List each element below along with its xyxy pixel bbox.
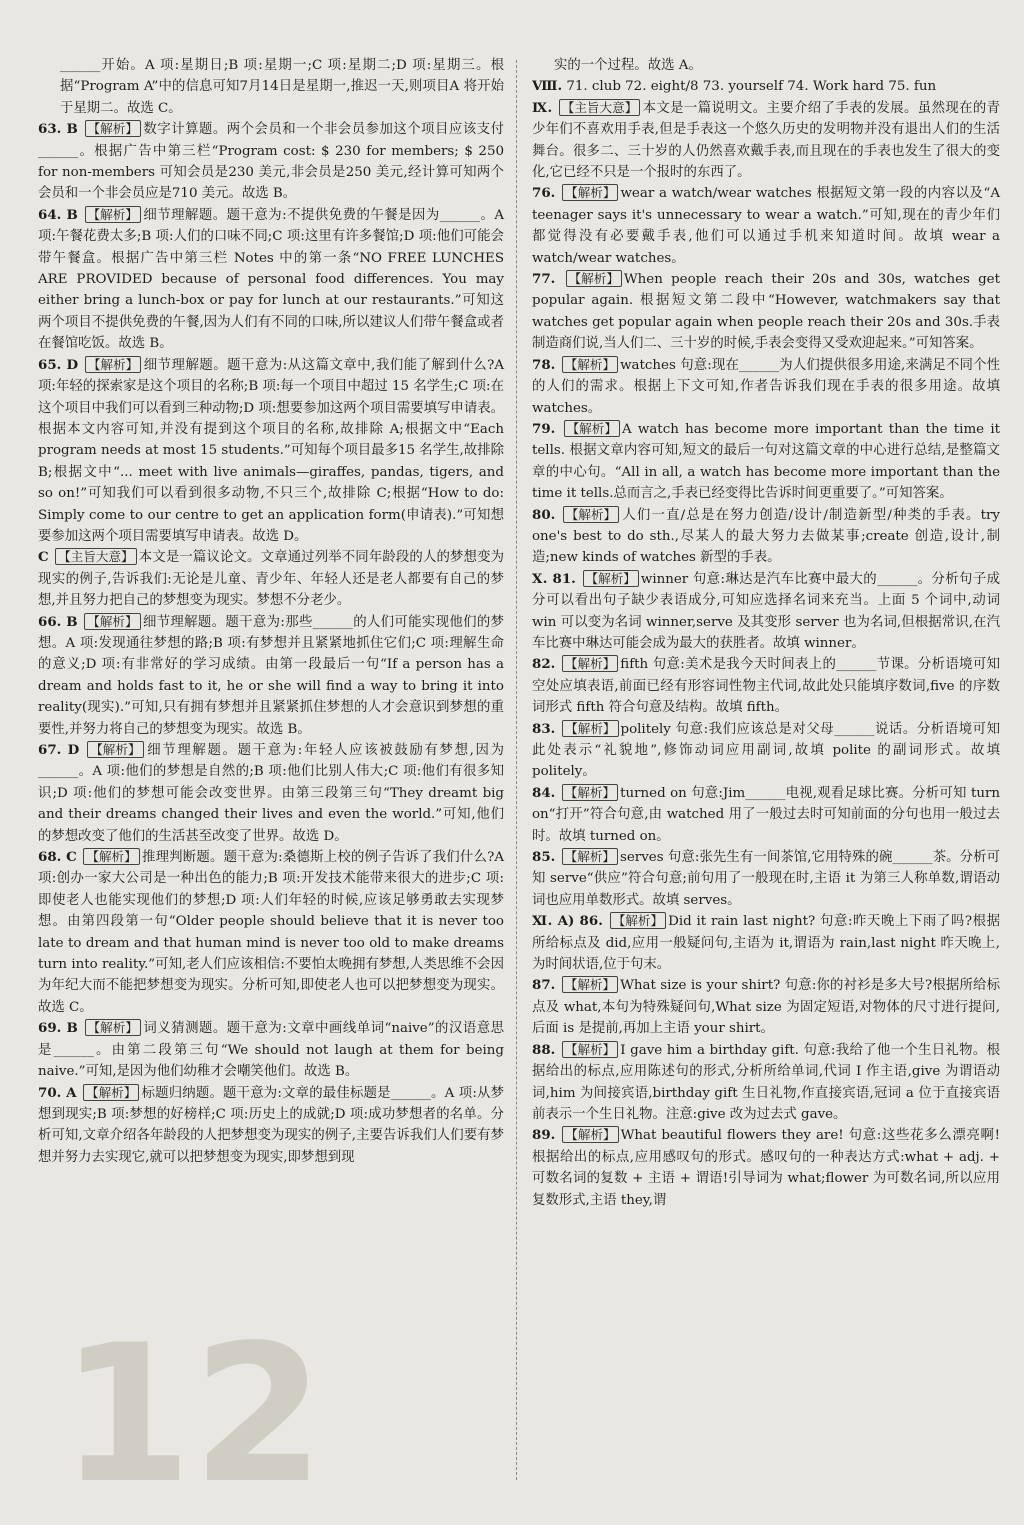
question-number: 85. — [532, 849, 556, 866]
question-number: 79. — [532, 420, 556, 437]
question-number: 82. — [532, 656, 556, 673]
question-number: 68. C — [38, 849, 77, 866]
answer-paragraph — [532, 183, 1000, 269]
answer-paragraph — [532, 783, 1000, 847]
answer-paragraph — [532, 1040, 1000, 1126]
answer-text: ______开始。A 项:星期日;B 项:星期一;C 项:星期二;D 项:星期三。根据“Program A”中的信息可知7月14日是星期一,推迟一天,则项目A 将开始于星期二。故选 C。 — [60, 58, 504, 116]
page-number-watermark: 12 — [60, 1304, 325, 1525]
answer-text: politely 句意:我们应该总是对父母______说话。分析语境可知此处表示“礼貌地”,修饰动词应用副词,故填 polite 的副词形式。故填 politely。 — [532, 721, 1000, 780]
analysis-tag: 【解析】 — [562, 976, 618, 993]
answer-paragraph — [532, 719, 1000, 783]
analysis-tag: 【解析】 — [566, 270, 622, 287]
analysis-tag: 【解析】 — [85, 206, 141, 223]
answer-text: What size is your shirt? 句意:你的衬衫是多大号?根据所给标点及 what,本句为特殊疑问句,What size 为固定短语,对物体的尺寸进行提问,后面 is 是提前,再加上主语 your shirt。 — [532, 978, 1000, 1037]
question-number: 63. B — [38, 121, 78, 138]
question-number: 76. — [532, 185, 556, 202]
answer-paragraph — [532, 1125, 1000, 1211]
answer-paragraph — [38, 205, 504, 355]
question-number: 83. — [532, 720, 556, 737]
answer-text: winner 句意:琳达是汽车比赛中最大的______。分析句子成分可以看出句子缺少表语成分,可知应选择名词来充当。上面 5 个词中,动词 win 可以变为名词 winner,serve 及其变形 server 也为名词,但根据常识,在汽车比赛中琳达可能会成为最大的获胜者。故填 winner。 — [532, 571, 1001, 651]
answer-text: 本文是一篇议论文。文章通过列举不同年龄段的人的梦想变为现实的例子,告诉我们:无论是儿童、青少年、年轻人还是老人都要有自己的梦想,并且努力把自己的梦想变为现实。梦想不分老少。 — [38, 550, 504, 609]
analysis-tag: 【解析】 — [85, 120, 141, 137]
analysis-tag: 【解析】 — [564, 420, 620, 437]
answer-paragraph — [532, 76, 1000, 97]
analysis-tag: 【解析】 — [610, 912, 666, 929]
analysis-tag: 【解析】 — [85, 1019, 141, 1036]
answer-paragraph — [38, 612, 504, 740]
answer-paragraph — [38, 1018, 504, 1082]
question-number: 64. B — [38, 206, 78, 223]
question-number: 65. D — [38, 356, 79, 373]
analysis-tag: 【解析】 — [84, 613, 140, 630]
answer-text: 人们一直/总是在努力创造/设计/制造新型/种类的手表。try one's best to do sth.,尽某人的最大努力去做某事;create 创造,设计,制造;new kinds of watches 新型的手表。 — [532, 507, 1000, 566]
answer-text: 71. club 72. eight/8 73. yourself 74. Work hard 75. fun — [566, 79, 937, 95]
question-number: 77. — [532, 271, 556, 288]
answer-paragraph — [532, 975, 1000, 1039]
answer-text: 细节理解题。题干意为:不提供免费的午餐是因为______。A 项:午餐花费太多;B 项:人们的口味不同;C 项:这里有许多餐馆;D 项:他们可能会带午餐盒。根据广告中第三栏 Notes 中的第一条“NO FREE LUNCHES ARE PROVIDED because of personal food differences. You may either bring a lunch-box or pay for lunch at our restaurants.”可知这两个项目不提供免费的午餐,因为人们有不同的口味,所以建议人们带午餐盒或者在餐馆吃饭。故选 B。 — [38, 207, 504, 352]
answer-text: serves 句意:张先生有一间茶馆,它用特殊的碗______茶。分析可知 serve“供应”符合句意;前句用了一般现在时,主语 it 为第三人称单数,谓语动词也应用单数形式。故填 serves。 — [532, 850, 1000, 908]
left-column — [38, 55, 504, 1168]
question-number: Ⅸ. — [532, 99, 553, 116]
analysis-tag: 【解析】 — [562, 356, 618, 373]
answer-text: 细节理解题。题干意为:从这篇文章中,我们能了解到什么?A 项:年轻的探索家是这个项目的名称;B 项:每一个项目中超过 15 名学生;C 项:在这个项目中我们可以看到三种动物;D 项:想要参加这两个项目需要填写申请表。根据本文内容可知,并没有提到这个项目的名称,故排除 A;根据文中“Each program needs at most 15 students.”可知每个项目最多15 名学生,故排除 B;根据文中“... meet with live animals—giraffes, pandas, tigers, and so on!”可知我们可以看到很多动物,不只三个,故排除 C;根据“How to do: Simply come to our centre to get an application form(申请表).”可知想要参加这两个项目需要填写申请表。故选 D。 — [38, 357, 505, 544]
answer-paragraph — [38, 1083, 504, 1169]
question-number: 88. — [532, 1041, 556, 1058]
analysis-tag: 【主旨大意】 — [559, 99, 641, 116]
answer-paragraph — [532, 355, 1000, 419]
question-number: 70. A — [38, 1084, 77, 1101]
right-column — [532, 55, 1000, 1211]
answer-paragraph — [532, 505, 1000, 569]
answer-text: 实的一个过程。故选 A。 — [554, 58, 702, 73]
answer-text: 标题归纳题。题干意为:文章的最佳标题是______。A 项:从梦想到现实;B 项:梦想的好榜样;C 项:历史上的成就;D 项:成功梦想者的名单。分析可知,文章介绍各年龄段的人把梦想变为现实的例子,主要告诉我们人们要有梦想并努力去实现它,就可以把梦想变为现实,即梦想到现 — [38, 1085, 504, 1165]
answer-paragraph — [38, 355, 504, 548]
answer-paragraph — [532, 55, 1000, 76]
analysis-tag: 【解析】 — [562, 1126, 618, 1143]
answer-text: When people reach their 20s and 30s, watches get popular again. 根据短文第二段中“However, watchmakers say that watches get popular again when people reach their 20s and 30s.手表制造商们说,当人们二、三十岁的时候,手表会变得又受欢迎起来。”可知答案。 — [532, 272, 1000, 352]
answer-paragraph — [38, 740, 504, 847]
question-number: 89. — [532, 1127, 556, 1144]
answer-text: turned on 句意:Jim______电视,观看足球比赛。分析可知 turn on“打开”符合句意,由 watched 用了一般过去时可知前面的分句也用一般过去时。故填 turned on。 — [532, 785, 1000, 844]
question-number: 78. — [532, 356, 556, 373]
question-number: Ⅹ. 81. — [532, 570, 576, 587]
answer-paragraph — [532, 98, 1000, 184]
answer-text: I gave him a birthday gift. 句意:我给了他一个生日礼物。根据给出的标点,应用陈述句的形式,分析所给单词,代词 I 作主语,give 为谓语动词,him 为间接宾语,birthday gift 生日礼物,作直接宾语,冠词 a 位于直接宾语前表示一个生日礼物。注意:give 改为过去式 gave。 — [532, 1042, 1000, 1122]
answer-text: Did it rain last night? 句意:昨天晚上下雨了吗?根据所给标点及 did,应用一般疑问句,主语为 it,谓语为 rain,last night 昨天晚上,为时间状语,位于句末。 — [532, 914, 1000, 973]
answer-text: A watch has become more important than the time it tells. 根据文章内容可知,短文的最后一句对这篇文章的中心进行总结,是整篇文章的中心句。“All in all, a watch has become more important than the time it tells.总而言之,手表已经变得比告诉时间更重要了。”可知答案。 — [532, 421, 1000, 502]
analysis-tag: 【解析】 — [87, 741, 143, 758]
answer-text: 细节理解题。题干意为:年轻人应该被鼓励有梦想,因为______。A 项:他们的梦想是自然的;B 项:他们比别人伟大;C 项:他们有很多知识;D 项:他们的梦想可能会改变世界。由第三段第三句“They dreamt big and their dreams changed their lives and even the world.”可知,他们的梦想改变了他们的生活甚至改变了世界。故选 D。 — [38, 743, 504, 844]
answer-paragraph — [38, 847, 504, 1018]
analysis-tag: 【解析】 — [562, 720, 618, 737]
question-number: C — [38, 549, 49, 566]
analysis-tag: 【解析】 — [562, 1041, 618, 1058]
analysis-tag: 【解析】 — [562, 784, 618, 801]
analysis-tag: 【主旨大意】 — [55, 548, 137, 565]
answer-text: wear a watch/wear watches 根据短文第一段的内容以及“A teenager says it's unnecessary to wear a watch.”可知,现在的青少年们都觉得没有必要戴手表,他们可以通过手机来知道时间。故填 wear a watch/wear watches。 — [532, 186, 1000, 266]
question-number: 69. B — [38, 1020, 78, 1037]
answer-text: watches 句意:现在______为人们提供很多用途,来满足不同个性的人们的需求。根据上下文可知,作者告诉我们现在手表的很多用途。故填 watches。 — [532, 357, 1000, 416]
question-number: 84. — [532, 784, 556, 801]
answer-text: What beautiful flowers they are! 句意:这些花多么漂亮啊!根据给出的标点,应用感叹句的形式。感叹句的一种表达方式:what + adj. + 可数名词的复数 + 主语 + 谓语!引导词为 what;flower 为可数名词,所以应用复数形式,主语 they,谓 — [532, 1128, 1000, 1208]
analysis-tag: 【解析】 — [583, 570, 639, 587]
answer-text: 词义猜测题。题干意为:文章中画线单词“naive”的汉语意思是______。由第二段第三句“We should not laugh at them for being naive.”可知,是因为他们幼稚才会嘲笑他们。故选 B。 — [38, 1021, 504, 1080]
answer-paragraph — [532, 419, 1000, 505]
answer-paragraph — [532, 269, 1000, 355]
answer-text: 本文是一篇说明文。主要介绍了手表的发展。虽然现在的青少年们不喜欢用手表,但是手表这一个悠久历史的发明物并没有退出人们的生活舞台。很多二、三十岁的人仍然喜欢戴手表,而且现在的手表也发生了很大的变化,它已经不只是一个报时的东西了。 — [532, 100, 1000, 181]
answer-text: fifth 句意:美术是我今天时间表上的______节课。分析语境可知空处应填表语,前面已经有形容词性物主代词,故此处只能填序数词,five 的序数词形式 fifth 符合句意及结构。故填 fifth。 — [532, 657, 1000, 716]
column-divider — [516, 60, 517, 1480]
analysis-tag: 【解析】 — [85, 356, 141, 373]
answer-paragraph — [38, 119, 504, 205]
answer-text: 数字计算题。两个会员和一个非会员参加这个项目应该支付______。根据广告中第三栏“Program cost: $ 230 for members; $ 250 for non-members 可知会员是230 美元,非会员是250 美元,经计算可知两个会员和一个非会员应是710 美元。故选 B。 — [38, 122, 505, 202]
answer-text: 细节理解题。题干意为:那些______的人们可能实现他们的梦想。A 项:发现通往梦想的路;B 项:有梦想并且紧紧地抓住它们;C 项:理解生命的意义;D 项:有非常好的学习成绩。由第一段最后一句“If a person has a dream and holds fast to it, he or she will find a way to bring it into reality(现实).”可知,只有拥有梦想并且紧紧抓住梦想的人才会意识到梦想的重要性,并努力将自己的梦想变为现实。故选 B。 — [38, 614, 504, 737]
answer-paragraph — [532, 911, 1000, 975]
answer-paragraph — [532, 654, 1000, 718]
question-number: 66. B — [38, 613, 78, 630]
analysis-tag: 【解析】 — [83, 848, 139, 865]
question-number: Ⅺ. A) 86. — [532, 913, 603, 930]
analysis-tag: 【解析】 — [563, 506, 619, 523]
answer-paragraph — [38, 55, 504, 119]
question-number: Ⅷ. — [532, 78, 563, 95]
answer-text: 推理判断题。题干意为:桑德斯上校的例子告诉了我们什么?A 项:创办一家大公司是一种出色的能力;B 项:开发技术能带来很大的进步;C 项:即使老人也能实现他们的梦想;D 项:人们年轻的时候,应该足够勇敢去实现梦想。由第四段第一句“Older people should believe that it is never too late to dream and that human mind is never too old to make dreams turn into reality.”可知,老人们应该相信:不要怕太晚拥有梦想,人类思维不会因为年纪大而不能把梦想变为现实。分析可知,即使老人也可以把梦想变为现实。故选 C。 — [38, 850, 504, 1015]
answer-paragraph — [532, 569, 1000, 655]
question-number: 67. D — [38, 742, 80, 758]
analysis-tag: 【解析】 — [83, 1084, 139, 1101]
answer-paragraph — [38, 547, 504, 611]
question-number: 87. — [532, 977, 556, 994]
analysis-tag: 【解析】 — [562, 848, 618, 865]
question-number: 80. — [532, 506, 556, 523]
analysis-tag: 【解析】 — [562, 655, 618, 672]
answer-paragraph — [532, 847, 1000, 911]
analysis-tag: 【解析】 — [562, 184, 618, 201]
